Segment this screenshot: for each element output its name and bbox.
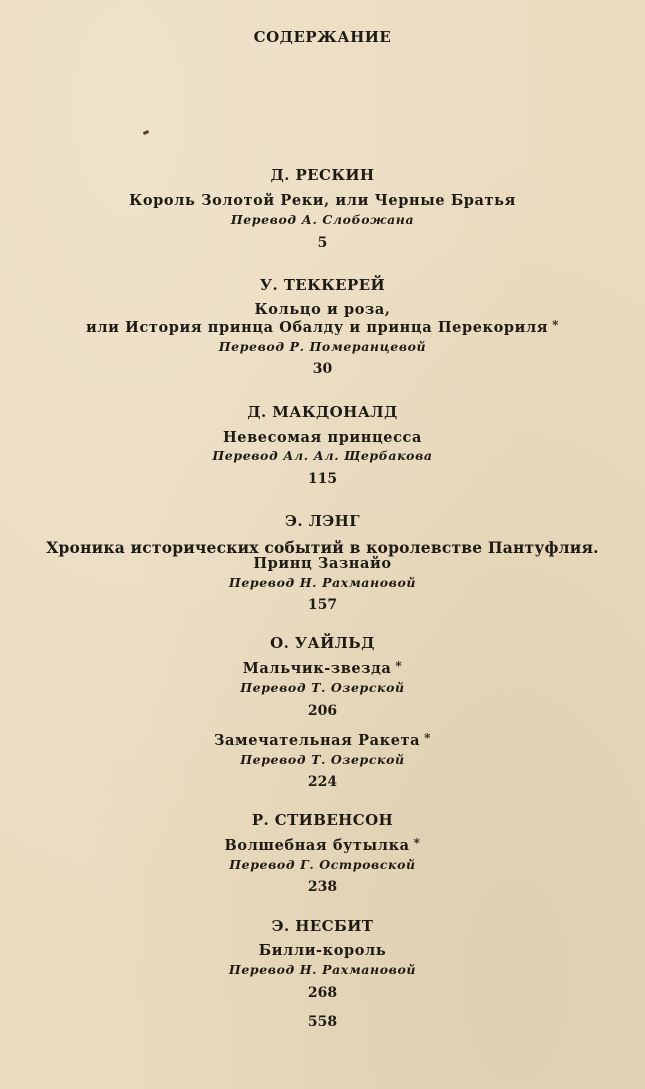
entry-title-line <box>0 732 645 749</box>
entry-page-number: 157 <box>307 597 338 613</box>
entry-title-text: Замечательная Ракета <box>214 732 421 749</box>
entry-title-line <box>0 837 645 854</box>
entry-translator: Перевод Н. Рахмановой <box>228 962 417 977</box>
asterisk-mark: * <box>424 731 431 745</box>
entry-author: Э. ЛЭНГ <box>285 512 360 530</box>
entry-author: Р. СТИВЕНСОН <box>251 811 394 829</box>
entry-page-number: 206 <box>307 703 338 719</box>
entry-page-number: 238 <box>307 879 338 895</box>
entry-title: Король Золотой Реки, или Черные Братья <box>129 192 516 209</box>
entry-author: Д. РЕСКИН <box>270 166 375 184</box>
entry-translator: Перевод Н. Рахмановой <box>228 575 417 590</box>
entry-title-line <box>0 660 645 677</box>
entry-page-number: 30 <box>312 361 333 377</box>
entry-translator: Перевод Р. Померанцевой <box>218 339 427 354</box>
entry-author: О. УАЙЛЬД <box>270 634 375 652</box>
entry-title: Билли-король <box>258 942 387 959</box>
entry-title: Невесомая принцесса <box>223 429 422 446</box>
entry-translator: Перевод А. Слобожана <box>230 212 415 227</box>
entry-title-text: или История принца Обалду и принца Перекориля <box>85 319 549 336</box>
page-heading: СОДЕРЖАНИЕ <box>253 28 392 46</box>
asterisk-mark: * <box>552 318 560 332</box>
entry-page-number: 224 <box>307 774 338 790</box>
entry-page-number: 115 <box>307 471 338 487</box>
entry-translator: Перевод Г. Островской <box>229 857 416 872</box>
entry-translator: Перевод Т. Озерской <box>240 752 405 767</box>
entry-page-number: 268 <box>307 985 338 1001</box>
entry-author: Э. НЕСБИТ <box>271 917 374 935</box>
asterisk-mark: * <box>413 836 421 850</box>
page-folio-number: 558 <box>307 1014 338 1030</box>
entry-translator: Перевод Т. Озерской <box>240 680 405 695</box>
entry-title-line: Принц Зазнайо <box>253 555 392 572</box>
entry-author: У. ТЕККЕРЕЙ <box>259 276 386 294</box>
entry-author: Д. МАКДОНАЛД <box>247 403 398 421</box>
entry-title-text: Мальчик-звезда <box>242 660 392 677</box>
entry-translator: Перевод Ал. Ал. Щербакова <box>212 448 433 463</box>
entry-title-text: Волшебная бутылка <box>224 837 410 854</box>
entry-title: Хроника исторических событий в королевстве Пантуфлия. <box>46 538 599 557</box>
entry-title: Кольцо и роза, <box>254 301 391 318</box>
entry-page-number: 5 <box>317 235 328 251</box>
asterisk-mark: * <box>395 659 403 673</box>
entry-title-line <box>0 319 645 336</box>
